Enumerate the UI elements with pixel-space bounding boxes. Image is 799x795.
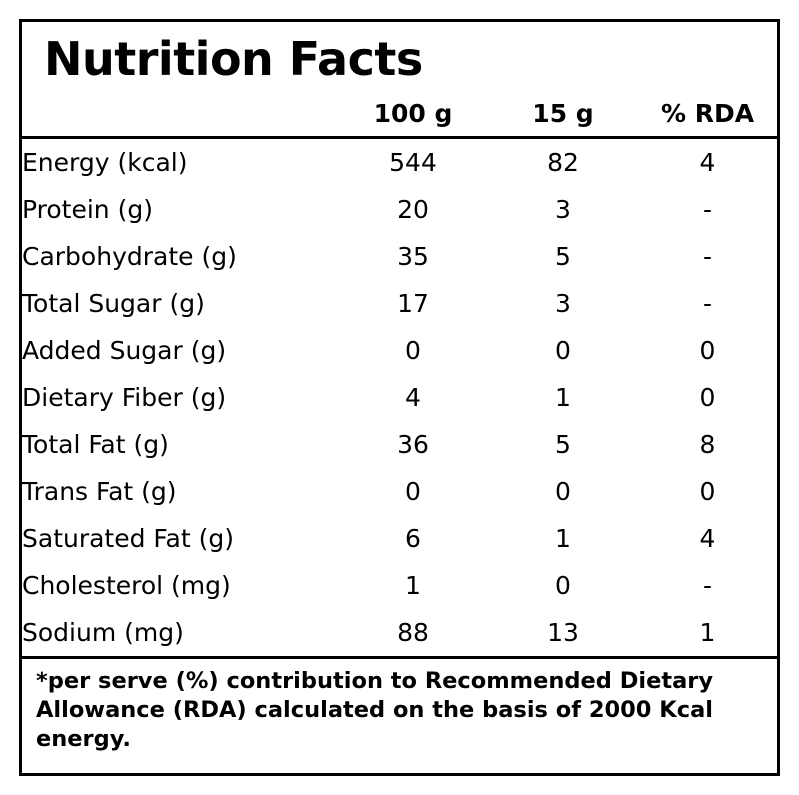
table-row: [22, 609, 777, 656]
row-value-rda: -: [702, 195, 713, 224]
nutrition-facts-inner: [22, 22, 777, 773]
table-row: [22, 468, 777, 515]
row-nutrient-name: Trans Fat (g): [22, 477, 177, 506]
row-value-per-100g: 4: [405, 383, 421, 412]
row-nutrient-name: Energy (kcal): [22, 148, 188, 177]
row-value-per-100g: 0: [405, 336, 421, 365]
row-nutrient-name: Cholesterol (mg): [22, 571, 231, 600]
row-nutrient-name: Saturated Fat (g): [22, 524, 234, 553]
row-value-per-100g: 35: [397, 242, 429, 271]
table-row: [22, 138, 777, 187]
row-value-rda: -: [702, 571, 713, 600]
row-nutrient-name: Dietary Fiber (g): [22, 383, 227, 412]
column-header-rda: % RDA: [638, 90, 777, 138]
row-value-per-serve: 3: [555, 289, 571, 318]
table-row: [22, 233, 777, 280]
table-header-row: [22, 90, 777, 138]
row-value-per-serve: 0: [555, 477, 571, 506]
table-row: [22, 280, 777, 327]
column-header-nutrient: [22, 90, 338, 138]
row-value-per-100g: 0: [405, 477, 421, 506]
row-value-rda: -: [702, 242, 713, 271]
row-value-per-100g: 6: [405, 524, 421, 553]
row-value-per-100g: 88: [397, 618, 429, 647]
table-row: [22, 562, 777, 609]
footnote-text: *per serve (%) contribution to Recommended Dietary Allowance (RDA) calculated on the basis of 2000 Kcal energy.: [36, 668, 714, 752]
nutrition-facts-panel: [19, 19, 780, 776]
table-row: [22, 327, 777, 374]
column-header-per-100g: 100 g: [338, 90, 488, 138]
row-value-per-100g: 17: [397, 289, 429, 318]
row-nutrient-name: Added Sugar (g): [22, 336, 227, 365]
row-nutrient-name: Total Fat (g): [22, 430, 169, 459]
row-value-per-serve: 0: [555, 336, 571, 365]
row-nutrient-name: Total Sugar (g): [22, 289, 205, 318]
table-row: [22, 374, 777, 421]
row-value-per-serve: 0: [555, 571, 571, 600]
row-nutrient-name: Carbohydrate (g): [22, 242, 237, 271]
column-header-per-serve: 15 g: [488, 90, 638, 138]
row-value-rda: 0: [699, 383, 716, 412]
row-value-per-serve: 1: [555, 383, 571, 412]
row-value-rda: 1: [699, 618, 716, 647]
row-value-per-serve: 5: [555, 242, 571, 271]
table-row: [22, 186, 777, 233]
table-row: [22, 515, 777, 562]
row-nutrient-name: Protein (g): [22, 195, 153, 224]
page-title: Nutrition Facts: [44, 32, 423, 86]
row-value-rda: 0: [699, 477, 716, 506]
row-nutrient-name: Sodium (mg): [22, 618, 184, 647]
row-value-rda: -: [702, 289, 713, 318]
row-value-per-100g: 20: [397, 195, 429, 224]
row-value-per-serve: 3: [555, 195, 571, 224]
row-value-rda: 8: [699, 430, 716, 459]
table-row: [22, 421, 777, 468]
row-value-per-100g: 1: [405, 571, 421, 600]
row-value-per-100g: 36: [397, 430, 429, 459]
nutrition-table: [22, 90, 777, 656]
row-value-per-serve: 1: [555, 524, 571, 553]
row-value-rda: 4: [699, 148, 716, 177]
row-value-per-100g: 544: [389, 148, 437, 177]
row-value-per-serve: 5: [555, 430, 571, 459]
footnote-section: [22, 656, 777, 759]
row-value-per-serve: 13: [547, 618, 579, 647]
row-value-per-serve: 82: [547, 148, 579, 177]
row-value-rda: 0: [699, 336, 716, 365]
row-value-rda: 4: [699, 524, 716, 553]
